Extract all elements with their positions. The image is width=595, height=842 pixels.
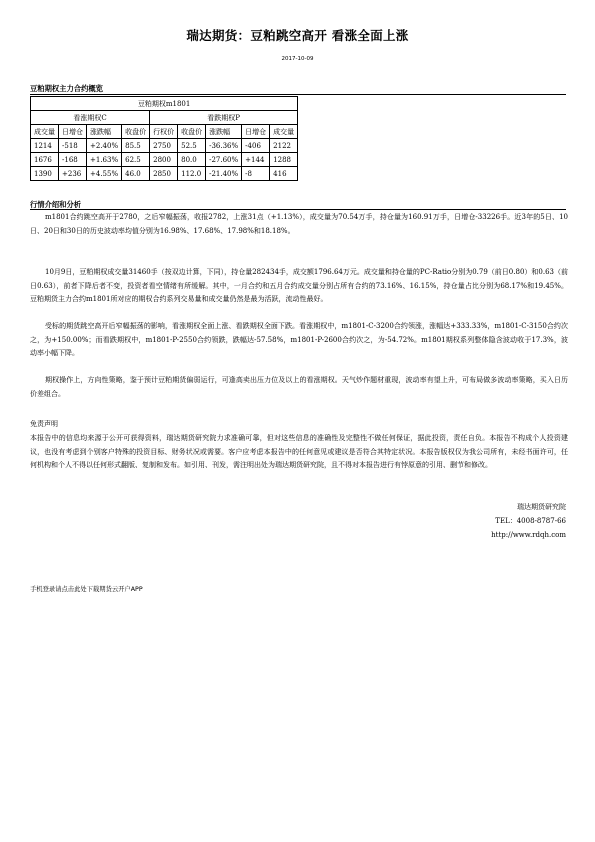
disclaimer-text: 本报告中的信息均来源于公开可获得资料，瑞达期货研究院力求准确可靠，但对这些信息的准确性及完整性不做任何保证，据此投资，责任自负。本报告不构成个人投资建议，也没有考虑到个别客户特殊的投资目标、财务状况或需要。客户应考虑本报告中的任何意见或建议是否符合其特定状况。本报告版权仅为我公司所有，未经书面许可，任何机构和个人不得以任何形式翻版、复制和发布。如引用、刊发，需注明出处为瑞达期货研究院，且不得对本报告进行有悖原意的引用、删节和修改。 bbox=[30, 434, 568, 469]
col-header: 行权价 bbox=[150, 125, 178, 139]
table-cell: -27.60% bbox=[206, 153, 242, 167]
table-cell: 2850 bbox=[150, 167, 178, 181]
options-table bbox=[30, 96, 298, 181]
table-title: 豆粕期权m1801 bbox=[31, 97, 298, 111]
report-title: 瑞达期货：豆粕跳空高开 看涨全面上涨 bbox=[186, 28, 409, 43]
analysis-rule bbox=[30, 209, 566, 210]
table-cell: 62.5 bbox=[122, 153, 150, 167]
col-header: 成交量 bbox=[31, 125, 59, 139]
table-cell: 52.5 bbox=[178, 139, 206, 153]
col-header: 涨跌幅 bbox=[206, 125, 242, 139]
table-cell: 112.0 bbox=[178, 167, 206, 181]
column-header-row bbox=[31, 125, 298, 139]
table-cell: -168 bbox=[59, 153, 87, 167]
table-cell: +236 bbox=[59, 167, 87, 181]
table-cell: -518 bbox=[59, 139, 87, 153]
table-cell: 1676 bbox=[31, 153, 59, 167]
table-row bbox=[31, 167, 298, 181]
table-cell: +2.40% bbox=[87, 139, 122, 153]
org-block bbox=[491, 500, 566, 542]
analysis-paragraph-2: 10月9日，豆粕期权成交量31460手（按双边计算，下同），持仓量282434手，成交额1796.64万元。成交量和持仓量的PC-Ratio分别为0.79（前日0.80）和0.63（前日0.63），前者下降后者不变，投资者看空情绪有所缓解。其中，一月合约和五月合约成交量分别占所有合约的73.16%、16.15%，持仓量占比分别为68.17%和19.45%。豆粕期货主力合约m1801所对应的期权合约系列交易量和成交量仍然是最为活跃，流动性最好。 bbox=[30, 268, 568, 303]
overview-rule bbox=[30, 94, 566, 95]
col-header: 涨跌幅 bbox=[87, 125, 122, 139]
col-header: 日增仓 bbox=[59, 125, 87, 139]
table-cell: 85.5 bbox=[122, 139, 150, 153]
table-cell: 416 bbox=[270, 167, 298, 181]
table-cell: 80.0 bbox=[178, 153, 206, 167]
table-cell: 2800 bbox=[150, 153, 178, 167]
table-cell: -36.36% bbox=[206, 139, 242, 153]
table-cell: -406 bbox=[242, 139, 270, 153]
col-header: 成交量 bbox=[270, 125, 298, 139]
table-cell: 1214 bbox=[31, 139, 59, 153]
table-cell: 2122 bbox=[270, 139, 298, 153]
call-group-header: 看涨期权C bbox=[31, 111, 150, 125]
table-row bbox=[31, 153, 298, 167]
table-cell: +144 bbox=[242, 153, 270, 167]
table-cell: 1288 bbox=[270, 153, 298, 167]
table-cell: +4.55% bbox=[87, 167, 122, 181]
col-header: 收盘价 bbox=[122, 125, 150, 139]
org-url: http://www.rdqh.com bbox=[491, 531, 566, 539]
col-header: 收盘价 bbox=[178, 125, 206, 139]
table-cell: 1390 bbox=[31, 167, 59, 181]
table-cell: -8 bbox=[242, 167, 270, 181]
table-cell: +1.63% bbox=[87, 153, 122, 167]
table-row bbox=[31, 139, 298, 153]
analysis-heading: 行情介绍和分析 bbox=[30, 200, 82, 209]
overview-heading: 豆粕期权主力合约概览 bbox=[30, 84, 103, 93]
report-date: 2017-10-09 bbox=[281, 56, 314, 62]
analysis-paragraph-4: 期权操作上，方向性策略，鉴于预计豆粕期货偏弱运行，可逢高卖出压力位及以上的看涨期权。天气炒作题材重现，波动率有望上升，可布局做多波动率策略，买入日历价差组合。 bbox=[30, 376, 568, 398]
app-download-link[interactable]: 手机登录请点击此处下载期货云开户APP bbox=[30, 586, 143, 593]
table-cell: 2750 bbox=[150, 139, 178, 153]
analysis-paragraph-3: 受标的期货跳空高开后窄幅振荡的影响，看涨期权全面上涨、看跌期权全面下跌。看涨期权中，m1801-C-3200合约领涨，涨幅达+333.33%，m1801-C-3150合约次之，为+150.00%；而看跌期权中，m1801-P-2550合约领跌，跌幅达-57.58%，m1801-P-2600合约次之，为-54.72%。m1801期权系列整体隐含波动收于17.3%，波动率小幅下降。 bbox=[30, 322, 568, 357]
org-name: 瑞达期货研究院 bbox=[517, 503, 566, 511]
col-header: 日增仓 bbox=[242, 125, 270, 139]
analysis-paragraph-1: m1801合约跳空高开于2780，之后窄幅振荡，收报2782，上涨31点（+1.13%），成交量为70.54万手，持仓量为160.91万手，日增仓-33226手。近3年的5日、10日、20日和30日的历史波动率均值分别为16.98%、17.68%、17.98%和18.18%。 bbox=[30, 213, 568, 235]
put-group-header: 看跌期权P bbox=[150, 111, 298, 125]
table-cell: 46.0 bbox=[122, 167, 150, 181]
org-tel: TEL：4008-8787-66 bbox=[495, 517, 566, 525]
table-cell: -21.40% bbox=[206, 167, 242, 181]
disclaimer-heading: 免责声明 bbox=[30, 420, 58, 428]
